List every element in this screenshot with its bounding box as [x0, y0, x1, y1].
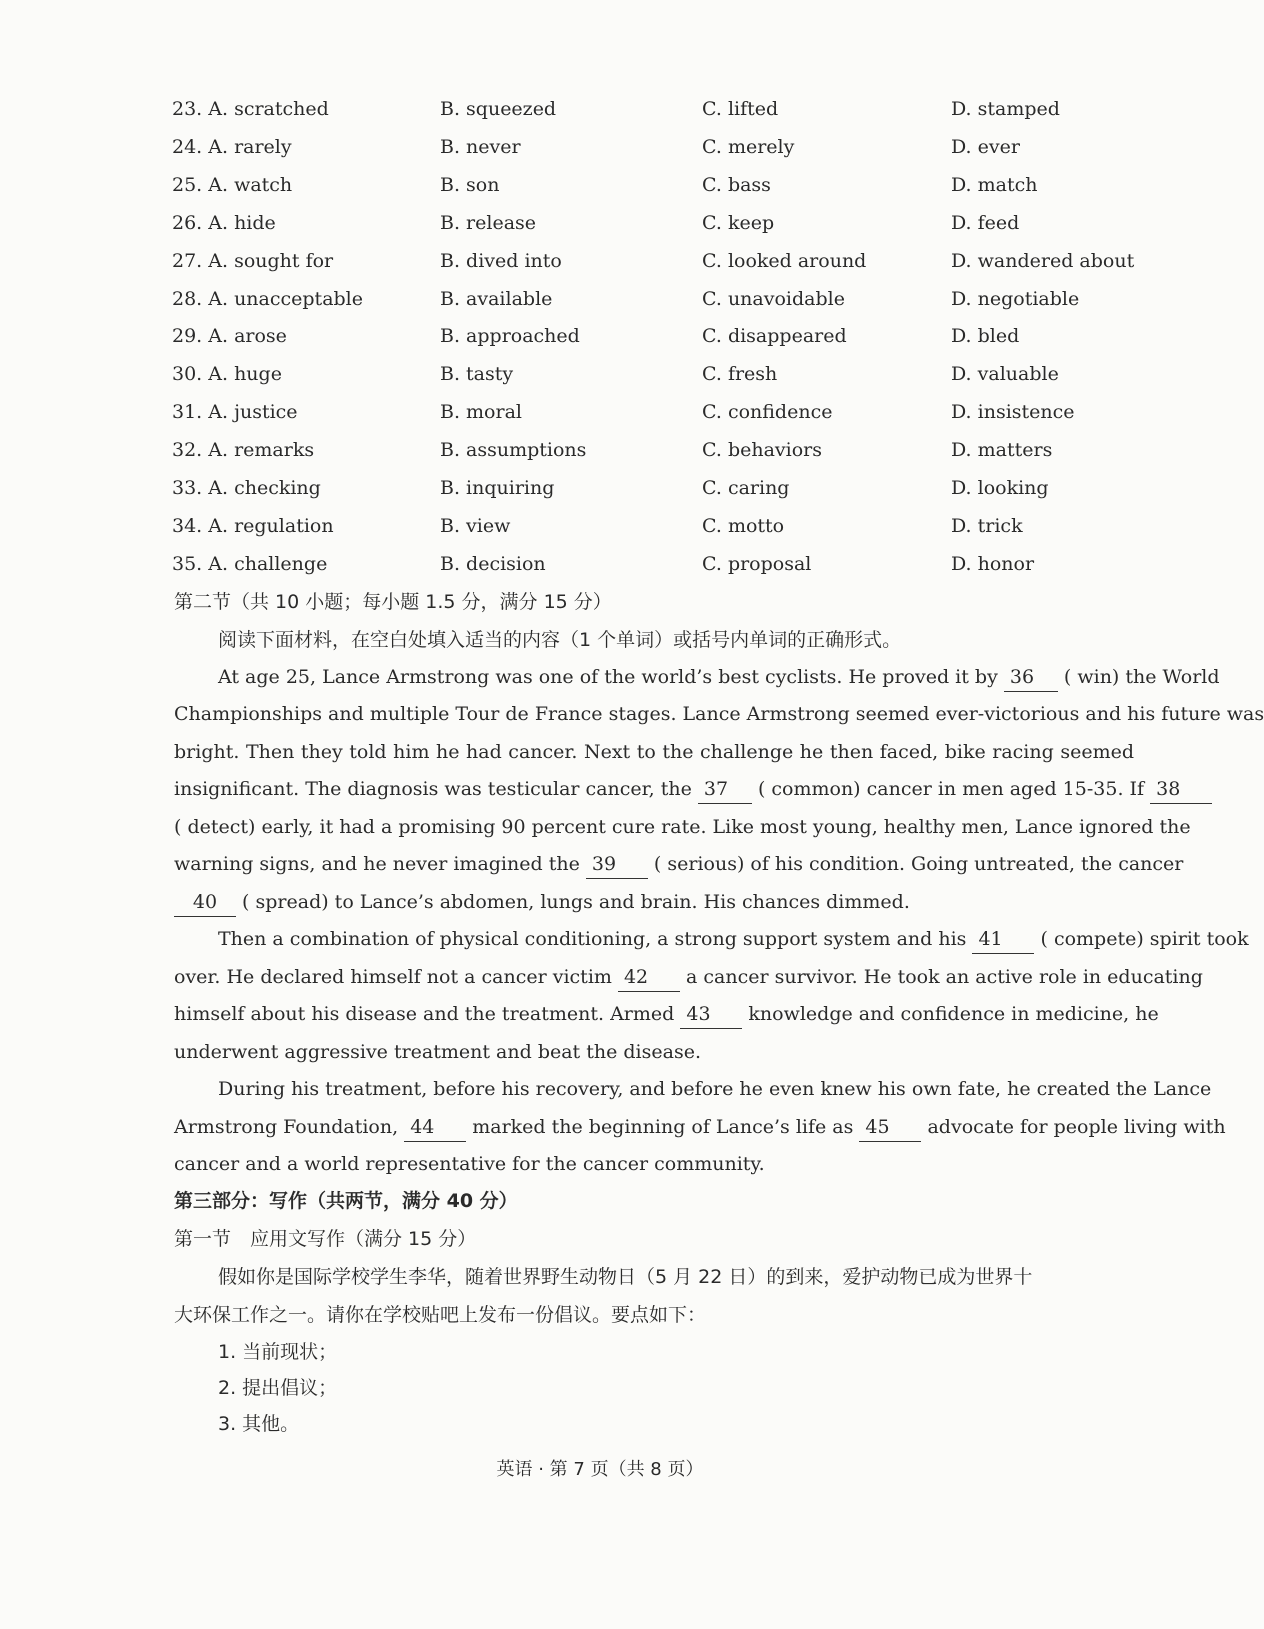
option-d[interactable]: D. honor	[951, 552, 1035, 575]
blank-41[interactable]: 41	[972, 925, 1034, 954]
option-c[interactable]: C. bass	[702, 173, 771, 196]
question-number: 31.	[172, 401, 203, 424]
option-a[interactable]	[172, 432, 314, 468]
option-d[interactable]: D. wandered about	[951, 249, 1135, 272]
option-row	[0, 470, 1200, 506]
writing-prompt: 假如你是国际学校学生李华，随着世界野生动物日（5 月 22 日）的到来，爱护动物已成为世界十	[218, 1266, 1033, 1288]
passage-line: warning signs, and he never imagined the 39 ( serious) of his condition. Going untreated, the cancer	[174, 846, 1134, 882]
passage-line: 40 ( spread) to Lance’s abdomen, lungs and brain. His chances dimmed.	[174, 884, 1134, 920]
option-c[interactable]: C. lifted	[702, 98, 779, 120]
option-d[interactable]: D. insistence	[951, 401, 1075, 424]
option-b[interactable]: B. assumptions	[440, 439, 587, 462]
option-d[interactable]: D. matters	[951, 439, 1053, 462]
option-text: A. huge	[208, 363, 282, 386]
option-c[interactable]: C. fresh	[702, 363, 778, 386]
passage-line: himself about his disease and the treatment. Armed 43 knowledge and confidence in medicine, he	[174, 996, 1134, 1032]
option-d[interactable]: D. valuable	[951, 363, 1059, 386]
option-b[interactable]: B. inquiring	[440, 477, 555, 499]
passage-line: During his treatment, before his recovery, and before he even knew his own fate, he created the Lance	[218, 1078, 1212, 1100]
option-a[interactable]	[172, 129, 292, 165]
blank-40[interactable]: 40	[174, 888, 236, 917]
passage-line: over. He declared himself not a cancer victim 42 a cancer survivor. He took an active role in educating	[174, 959, 1134, 995]
question-number: 34.	[172, 514, 203, 537]
question-number: 28.	[172, 287, 203, 310]
question-number: 24.	[172, 135, 203, 158]
option-a[interactable]	[172, 281, 363, 317]
option-c[interactable]: C. keep	[702, 211, 775, 234]
option-text: A. remarks	[208, 439, 315, 462]
passage-line: Then a combination of physical conditioning, a strong support system and his 41 ( compete) spirit took	[218, 921, 1134, 957]
option-a[interactable]	[172, 508, 334, 544]
option-a[interactable]	[172, 356, 282, 392]
option-row	[0, 205, 1200, 241]
blank-42[interactable]: 42	[618, 963, 680, 992]
option-d[interactable]: D. trick	[951, 514, 1023, 537]
option-text: A. sought for	[208, 249, 334, 272]
option-a[interactable]	[172, 394, 298, 430]
section2-instruction: 阅读下面材料，在空白处填入适当的内容（1 个单词）或括号内单词的正确形式。	[218, 629, 902, 651]
section2-heading: 第二节（共 10 小题；每小题 1.5 分，满分 15 分）	[174, 591, 612, 613]
option-a[interactable]	[172, 546, 327, 582]
blank-36[interactable]: 36	[1004, 663, 1058, 692]
passage-line: insignificant. The diagnosis was testicular cancer, the 37 ( common) cancer in men aged 15-35. If 38	[174, 771, 1134, 807]
option-c[interactable]: C. behaviors	[702, 439, 822, 462]
blank-45[interactable]: 45	[859, 1113, 921, 1142]
option-b[interactable]: B. moral	[440, 401, 522, 424]
option-d[interactable]: D. negotiable	[951, 287, 1080, 310]
option-row	[0, 356, 1200, 392]
question-number: 33.	[172, 477, 203, 499]
option-text: A. watch	[208, 173, 293, 196]
point-2: 2. 提出倡议；	[218, 1377, 338, 1399]
part3-heading: 第三部分：写作（共两节，满分 40 分）	[174, 1190, 518, 1212]
option-b[interactable]: B. never	[440, 135, 521, 158]
option-a[interactable]	[172, 205, 276, 241]
option-a[interactable]	[172, 91, 329, 127]
option-text: A. checking	[208, 477, 321, 499]
blank-43[interactable]: 43	[680, 1000, 742, 1029]
writing-prompt: 大环保工作之一。请你在学校贴吧上发布一份倡议。要点如下：	[174, 1304, 707, 1326]
option-d[interactable]: D. ever	[951, 135, 1020, 158]
option-b[interactable]: B. squeezed	[440, 98, 557, 120]
option-c[interactable]: C. confidence	[702, 401, 833, 424]
option-d[interactable]: D. match	[951, 173, 1038, 196]
option-d[interactable]: D. feed	[951, 211, 1020, 234]
point-1: 1. 当前现状；	[218, 1341, 338, 1363]
question-number: 30.	[172, 363, 203, 386]
option-d[interactable]: D. looking	[951, 477, 1049, 499]
blank-37[interactable]: 37	[698, 775, 752, 804]
option-d[interactable]: D. stamped	[951, 98, 1060, 120]
option-b[interactable]: B. son	[440, 173, 500, 196]
option-row	[0, 129, 1200, 165]
passage-line: Armstrong Foundation, 44 marked the beginning of Lance’s life as 45 advocate for people living with	[174, 1109, 1134, 1145]
section1-heading: 第一节 应用文写作（满分 15 分）	[174, 1228, 477, 1250]
passage-line: At age 25, Lance Armstrong was one of the world’s best cyclists. He proved it by 36 ( win) the World	[218, 659, 1134, 695]
option-c[interactable]: C. proposal	[702, 552, 812, 575]
passage-line: bright. Then they told him he had cancer. Next to the challenge he then faced, bike racing seemed	[174, 741, 1134, 763]
blank-38[interactable]: 38	[1150, 775, 1212, 804]
option-b[interactable]: B. approached	[440, 325, 580, 348]
option-b[interactable]: B. view	[440, 514, 511, 537]
passage-line: ( detect) early, it had a promising 90 percent cure rate. Like most young, healthy men, Lance ignored the	[174, 816, 1191, 838]
option-text: A. challenge	[208, 552, 328, 575]
question-number: 23.	[172, 98, 203, 120]
option-text: A. arose	[208, 325, 287, 348]
blank-44[interactable]: 44	[404, 1113, 466, 1142]
option-b[interactable]: B. dived into	[440, 249, 562, 272]
option-c[interactable]: C. merely	[702, 135, 795, 158]
question-number: 25.	[172, 173, 203, 196]
option-text: A. scratched	[208, 98, 329, 120]
option-b[interactable]: B. available	[440, 287, 553, 310]
option-row	[0, 318, 1200, 354]
option-text: A. rarely	[208, 135, 292, 158]
option-row	[0, 508, 1200, 544]
question-number: 26.	[172, 211, 203, 234]
option-a[interactable]	[172, 167, 292, 203]
option-b[interactable]: B. release	[440, 211, 537, 234]
passage-line: Championships and multiple Tour de France stages. Lance Armstrong seemed ever-victorious and his future was	[174, 703, 1264, 725]
option-row	[0, 281, 1200, 317]
option-row	[0, 432, 1200, 468]
option-row	[0, 167, 1200, 203]
question-number: 32.	[172, 439, 203, 462]
option-text: A. justice	[208, 401, 298, 424]
option-c[interactable]: C. caring	[702, 477, 790, 499]
option-row	[0, 546, 1200, 582]
passage-line: underwent aggressive treatment and beat the disease.	[174, 1041, 701, 1063]
option-a[interactable]	[172, 318, 287, 354]
option-row	[0, 91, 1200, 127]
option-text: A. hide	[208, 211, 276, 234]
option-d[interactable]: D. bled	[951, 325, 1020, 348]
option-c[interactable]: C. motto	[702, 514, 785, 537]
option-a[interactable]	[172, 470, 321, 506]
question-number: 35.	[172, 552, 203, 575]
option-c[interactable]: C. unavoidable	[702, 287, 845, 310]
option-text: A. unacceptable	[208, 287, 364, 310]
option-b[interactable]: B. decision	[440, 552, 546, 575]
blank-39[interactable]: 39	[586, 850, 648, 879]
option-c[interactable]: C. looked around	[702, 249, 867, 272]
option-c[interactable]: C. disappeared	[702, 325, 847, 348]
option-row	[0, 394, 1200, 430]
option-a[interactable]	[172, 243, 333, 279]
option-b[interactable]: B. tasty	[440, 363, 514, 386]
question-number: 27.	[172, 249, 203, 272]
passage-line: cancer and a world representative for the cancer community.	[174, 1153, 765, 1175]
option-row	[0, 243, 1200, 279]
page-footer: 英语 · 第 7 页（共 8 页）	[496, 1459, 704, 1480]
point-3: 3. 其他。	[218, 1413, 300, 1435]
option-text: A. regulation	[208, 514, 334, 537]
question-number: 29.	[172, 325, 203, 348]
